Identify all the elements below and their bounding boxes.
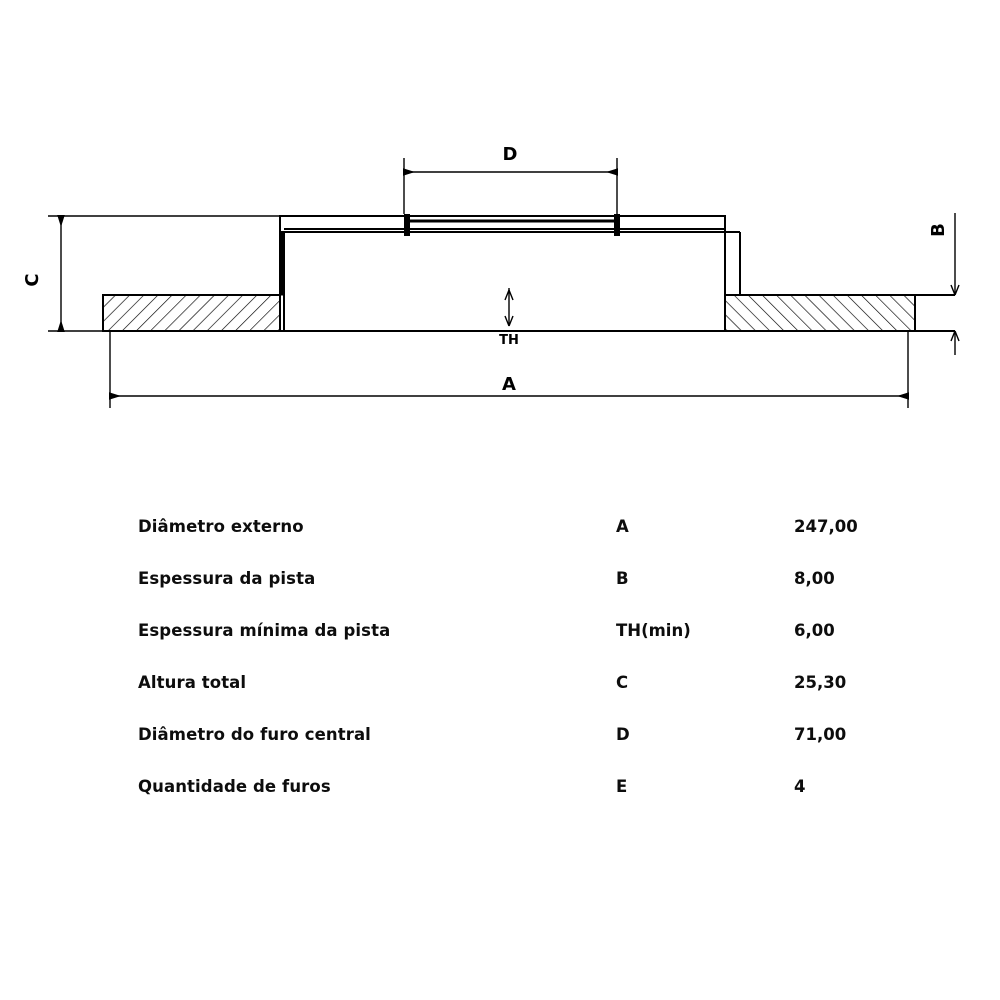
spec-symbol: B [616, 568, 629, 588]
left-friction-ring [103, 295, 280, 331]
spec-name: Quantidade de furos [138, 776, 331, 796]
spec-name: Diâmetro externo [138, 516, 304, 536]
spec-value: 4 [794, 776, 806, 796]
spec-symbol: TH(min) [616, 620, 691, 640]
spec-symbol: D [616, 724, 630, 744]
spec-symbol: E [616, 776, 628, 796]
dimension-label-C: C [22, 273, 43, 287]
hat-top-rail-right [614, 214, 620, 236]
spec-name: Altura total [138, 672, 247, 692]
spec-value: 6,00 [794, 620, 835, 640]
table-row [0, 656, 1000, 708]
table-row [0, 708, 1000, 760]
spec-value: 71,00 [794, 724, 847, 744]
brake-disc-cross-section-drawing [0, 0, 1000, 470]
spec-name: Diâmetro do furo central [138, 724, 371, 744]
dimension-label-TH: TH [499, 333, 519, 348]
table-row [0, 500, 1000, 552]
dimension-label-B: B [928, 223, 949, 237]
specifications-table [0, 500, 1000, 812]
dimension-label-A: A [502, 374, 516, 395]
table-row [0, 552, 1000, 604]
disc-body-outline [103, 214, 955, 331]
spec-symbol: C [616, 672, 629, 692]
table-row [0, 604, 1000, 656]
spec-name: Espessura mínima da pista [138, 620, 391, 640]
spec-symbol: A [616, 516, 629, 536]
right-friction-ring [725, 295, 915, 331]
dimension-D [404, 158, 617, 214]
dimension-label-D: D [502, 144, 518, 165]
hat-top-rail-left [404, 214, 410, 236]
hat-section-outline [284, 232, 725, 331]
table-row [0, 760, 1000, 812]
spec-value: 8,00 [794, 568, 835, 588]
spec-name: Espessura da pista [138, 568, 316, 588]
spec-value: 247,00 [794, 516, 858, 536]
dimension-B [951, 213, 959, 355]
spec-value: 25,30 [794, 672, 847, 692]
